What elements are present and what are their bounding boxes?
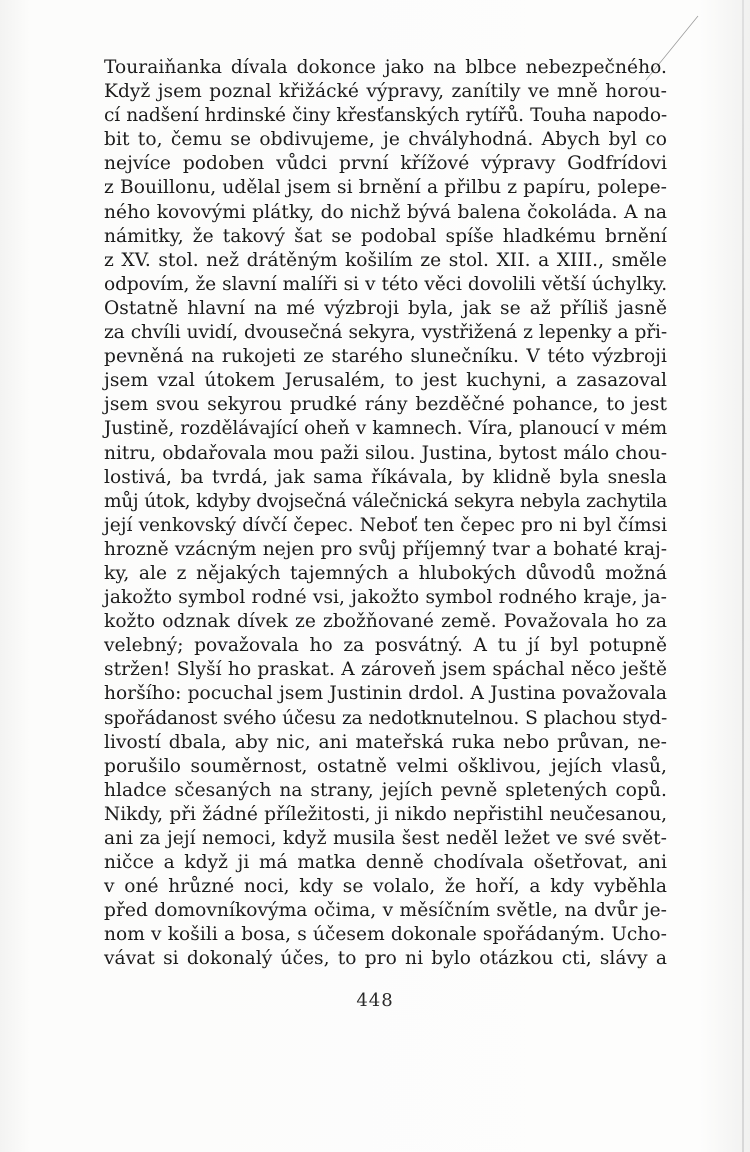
text-line: za chvíli uvidí, dvousečná sekyra, vystřižená z lepenky a při- bbox=[104, 322, 667, 344]
text-line: lostivá, ba tvrdá, jak sama říkávala, by klidně byla snesla bbox=[104, 466, 667, 488]
text-line: nom v košili a bosa, s účesem dokonale spořádaným. Ucho- bbox=[104, 924, 667, 946]
text-line: cí nadšení hrdinské činy křesťanských rytířů. Touha napodo- bbox=[104, 105, 667, 127]
text-line: jsem svou sekyrou prudké rány bezděčné pohance, to jest bbox=[104, 394, 667, 416]
text-line: porušilo souměrnost, ostatně velmi ošklivou, jejích vlasů, bbox=[104, 755, 667, 777]
text-line: z XV. stol. než drátěným košilím ze stol. XII. a XIII., směle bbox=[104, 249, 667, 271]
text-line: spořádanost svého účesu za nedotknutelnou. S plachou styd- bbox=[104, 707, 667, 729]
text-line: jakožto symbol rodné vsi, jakožto symbol rodného kraje, ja- bbox=[104, 587, 667, 609]
text-line: Nikdy, při žádné příležitosti, ji nikdo nepřistihl neučesanou, bbox=[104, 803, 667, 825]
text-line: ani za její nemoci, když musila šest neděl ležet ve své svět- bbox=[104, 828, 667, 849]
text-line: ničce a když ji má matka denně chodívala ošetřovat, ani bbox=[104, 852, 667, 874]
text-line: pevněná na rukojeti ze starého slunečníku. V této výzbroji bbox=[104, 346, 667, 368]
text-line: horšího: pocuchal jsem Justinin drdol. A Justina považovala bbox=[104, 683, 667, 705]
text-line: můj útok, kdyby dvojsečná válečnická sekyra nebyla zachytila bbox=[104, 490, 667, 512]
text-line: její venkovský dívčí čepec. Neboť ten čepec pro ni byl čímsi bbox=[104, 514, 667, 536]
text-line: odpovím, že slavní malíři si v této věci dovolili větší úchylky. bbox=[104, 273, 667, 295]
text-line: nitru, obdařovala mou paži silou. Justina, bytost málo chou- bbox=[104, 442, 667, 464]
text-line: hladce sčesaných na strany, jejích pevně spletených copů. bbox=[104, 779, 667, 801]
text-line: velebný; považovala ho za posvátný. A tu jí byl potupně bbox=[104, 635, 667, 657]
text-line: z Bouillonu, udělal jsem si brnění a přilbu z papíru, polepe- bbox=[104, 177, 667, 199]
text-line: před domovníkovýma očima, v měsíčním světle, na dvůr je- bbox=[104, 900, 667, 922]
text-line: ného kovovými plátky, do nichž bývá balena čokoláda. A na bbox=[104, 201, 667, 223]
text-line: kožto odznak dívek ze zbožňované země. Považovala ho za bbox=[104, 611, 667, 633]
text-line: ky, ale z nějakých tajemných a hlubokých důvodů možná bbox=[104, 562, 667, 584]
text-line: Touraiňanka dívala dokonce jako na blbce nebezpečného. bbox=[104, 57, 667, 78]
text-line: v oné hrůzné noci, kdy se volalo, že hoří, a kdy vyběhla bbox=[104, 876, 667, 898]
text-line: Ostatně hlavní na mé výzbroji byla, jak se až příliš jasně bbox=[104, 297, 667, 319]
text-line: jsem vzal útokem Jerusalém, to jest kuchyni, a zasazoval bbox=[104, 370, 667, 392]
text-line: vávat si dokonalý účes, to pro ni bylo otázkou cti, slávy a bbox=[104, 948, 667, 970]
text-line: livostí dbala, aby nic, ani mateřská ruka nebo průvan, ne- bbox=[104, 731, 667, 753]
text-line: bit to, čemu se obdivujeme, je chvályhodná. Abych byl co bbox=[104, 129, 667, 151]
text-line: námitky, že takový šat se podobal spíše hladkému brnění bbox=[104, 225, 667, 247]
text-line: Když jsem poznal křižácké výpravy, zanítily ve mně horou- bbox=[104, 81, 667, 103]
body-text bbox=[104, 56, 667, 972]
text-line: nejvíce podoben vůdci první křížové výpravy Godfrídovi bbox=[104, 153, 667, 175]
text-line: hrozně vzácným nejen pro svůj příjemný tvar a bohaté kraj- bbox=[104, 538, 667, 560]
text-line: stržen! Slyší ho praskat. A zároveň jsem spáchal něco ještě bbox=[104, 659, 667, 681]
text-line: Justině, rozdělávající oheň v kamnech. Víra, planoucí v mém bbox=[104, 418, 667, 440]
page-number: 448 bbox=[356, 990, 394, 1011]
page-edge-shadow bbox=[742, 0, 744, 1152]
